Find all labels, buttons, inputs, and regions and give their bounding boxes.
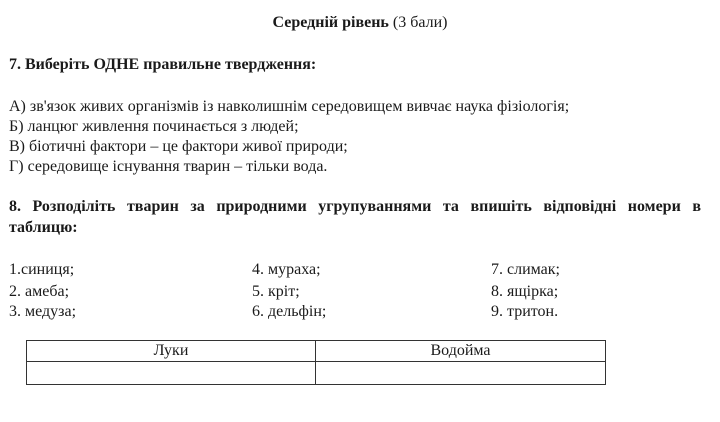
animal-item-4: 4. мураха; xyxy=(252,261,321,278)
animal-item-8: 8. ящірка; xyxy=(491,283,559,300)
table-answer-row xyxy=(27,362,606,385)
option-c: В) біотичні фактори – це фактори живої природи; xyxy=(9,138,348,155)
animal-item-5: 5. кріт; xyxy=(252,283,300,300)
animal-item-1: 1.синиця; xyxy=(9,261,75,278)
option-a: А) зв'язок живих організмів із навколишнім середовищем вивчає наука фізіологія; xyxy=(9,98,570,115)
animal-item-6: 6. дельфін; xyxy=(252,303,327,320)
animal-item-3: 3. медуза; xyxy=(9,303,77,320)
animal-item-7: 7. слимак; xyxy=(491,261,560,278)
table-header-row xyxy=(27,341,606,362)
animal-item-2: 2. амеба; xyxy=(9,283,70,300)
option-d: Г) середовище існування тварин – тільки вода. xyxy=(9,158,328,175)
answer-cell-waterbody[interactable] xyxy=(316,362,606,385)
answer-table xyxy=(26,340,606,385)
animal-item-9: 9. тритон. xyxy=(491,303,559,320)
column-header-waterbody: Водойма xyxy=(316,341,606,362)
question-8-title-line-2: таблицю: xyxy=(9,219,78,236)
points-label: (3 бали) xyxy=(388,14,448,31)
answer-cell-meadow[interactable] xyxy=(27,362,316,385)
option-b: Б) ланцюг живлення починається з людей; xyxy=(9,118,299,135)
column-header-meadow: Луки xyxy=(27,341,316,362)
question-7-title: 7. Виберіть ОДНЕ правильне твердження: xyxy=(9,56,317,73)
question-8-title-line-1: 8. Розподіліть тварин за природними угрупуваннями та впишіть відповідні номери в xyxy=(9,198,701,215)
section-header xyxy=(0,13,720,33)
level-title: Середній рівень xyxy=(272,14,389,31)
